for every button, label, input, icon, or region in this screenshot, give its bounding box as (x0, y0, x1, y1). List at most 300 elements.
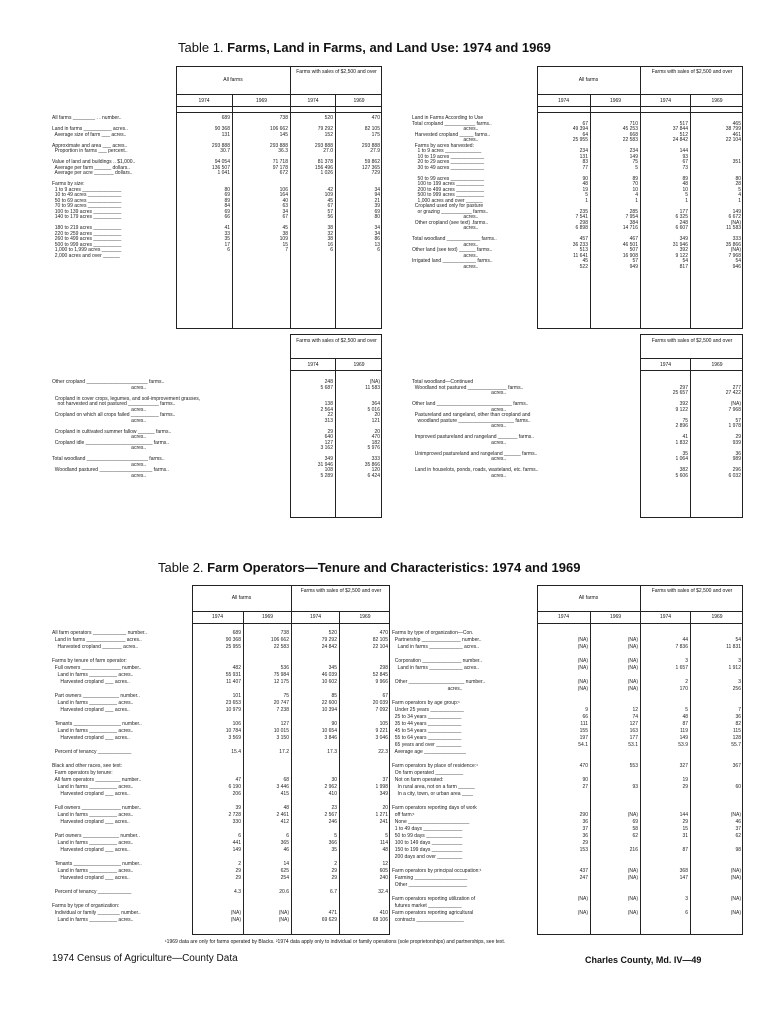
t2-year-1969-s: 1969 (359, 614, 371, 620)
t2-left-sales-1969-row: 12 (382, 861, 388, 867)
t2-left-all-1974-row: 6 190 (228, 784, 241, 790)
t2-right-labels-row: futures market ____________ (392, 903, 462, 909)
t1c-left-1969-row: 35 866 (364, 461, 380, 468)
t2-right-all-1969-row (592, 756, 638, 763)
t1-right-all-1974-row: 19 (582, 186, 588, 193)
t2-right-sales-1969-row: 98 (735, 847, 741, 853)
t2-left-all-1974-row: 15.4 (231, 749, 241, 755)
t2-left-sales-1974-row: 366 (328, 840, 337, 846)
t2-right-all-1969-row (592, 889, 638, 896)
t1-right-sales-1974-row: 24 842 (672, 137, 688, 143)
t2-right-sales-1969-row: 36 (735, 714, 741, 720)
t2-left-sales-1974-row: 17.3 (327, 749, 337, 755)
t1-left-all-1969-row: 71 718 (272, 159, 288, 165)
t1-right-sales-1974-row: 31 946 (672, 241, 688, 248)
t2-left-all-1969-row (245, 651, 289, 658)
t1-right-labels-row: Farms by acres harvested: (412, 142, 474, 149)
t1-right-labels-row: acres.. (412, 214, 479, 220)
t1-right-sales-1969-row: 333 (732, 236, 741, 242)
t2-right-sales-1969-row: 11 831 (726, 644, 741, 650)
t1-right-sales-1974-row: 54 (682, 258, 688, 264)
t2-right-all-1969-row: 62 (632, 833, 638, 839)
t2-left-labels-row: Land in farms __________ acres.. (52, 672, 134, 678)
t2-left-all-1974 (194, 630, 241, 924)
t2-right-labels (392, 630, 485, 924)
t1-left-labels-row: Average per acre _______ dollars.. (52, 170, 133, 176)
t2-right-sales-1974-row: 53.9 (678, 742, 688, 748)
t1-right-sales-1969-row: 4 (738, 192, 741, 198)
t2-right-all-1969-row: (NA) (627, 896, 638, 902)
t2-left-sales-1969-row: 410 (379, 910, 388, 916)
t2-left-all-1969-row (245, 714, 289, 721)
t2-right-all-1974-row: (NA) (577, 658, 588, 664)
t2-right-labels-row: Farming ___________________ (392, 875, 468, 881)
t2-right-sales-1974-row: 7 836 (675, 644, 688, 650)
t1-right-all-1969-row: 949 (629, 263, 638, 270)
t1c-left-1974-row: 138 (324, 401, 333, 407)
t1-left-sales-1974-row: 293 888 (314, 142, 333, 149)
t2-left-all-1974-row: 55 931 (225, 672, 241, 678)
t2-left-all-1974-row (194, 770, 241, 777)
t2-left-labels-row: Harvested cropland _______ acres.. (52, 644, 139, 650)
t2-left-sales-1969-row: 298 (379, 665, 388, 671)
t2-left-sales-1969-row (341, 714, 388, 721)
t2-left-sales-1974-row: 24 842 (321, 644, 337, 650)
t1c-right-labels-row: acres.. (412, 472, 507, 479)
t2-right-sales-1969-row (692, 861, 741, 868)
t2-left-sales-1969-row: 32.4 (378, 889, 388, 895)
t1c-right-1974-row: 41 (682, 434, 688, 440)
t1-left-all-1969-row: 145 (279, 131, 288, 138)
t1-left-sales-1969-row: 80 (374, 214, 380, 220)
t1c-left-labels-row: acres.. (52, 461, 147, 468)
t2-right-all-1969-row: (NA) (627, 637, 638, 643)
t2-right-all-1974-row: 9 (585, 707, 588, 713)
t2-right-sales-1974-row: 31 (682, 833, 688, 839)
t2-right-all-1969-row (592, 749, 638, 756)
t2-left-sales-1969-row: 3 046 (375, 735, 388, 741)
table1-title-text: Farms, Land in Farms, and Land Use: 1974 and 1969 (227, 40, 551, 55)
t2-right-labels-row: Other ____________________ number.. (392, 679, 486, 685)
t2-right-all-1974-row: (NA) (577, 679, 588, 685)
t1c-left-labels-row: Cropland idle ________________________ farms.. (52, 439, 170, 446)
t1-left-labels-row: 1,000 to 1,999 acres _______ (52, 247, 122, 253)
t1c-left-1969-row: (NA) (369, 379, 380, 385)
t1-left-all-1969-row: 36.3 (278, 148, 288, 154)
t1-right-all-1969-row: 57 (632, 258, 638, 264)
t1-right-sales-1969-row: 5 (738, 186, 741, 193)
t1-year-1974-s: 1974 (307, 98, 319, 104)
t2-right-all-1969-row (592, 693, 638, 700)
t2-left-all-1974-row: 29 (235, 868, 241, 874)
t1-left-all-1969-row: 38 (282, 230, 288, 237)
t1-right-labels-row: acres.. (412, 241, 479, 248)
t1-right-labels-row: Other cropland (see text) .farms.. (412, 219, 489, 226)
t1-right-all-1969-row: 668 (629, 131, 638, 138)
t2-left-all-1974-row: 2 728 (228, 812, 241, 818)
t1-left-all-1974-row: 94 054 (214, 159, 230, 165)
t2-right-labels-row (392, 651, 485, 658)
t2r-year-1974-s: 1974 (659, 614, 672, 620)
t1-left-all-1974-row (178, 254, 230, 260)
t1-left-labels-row: 1 to 9 acres ______________ (52, 186, 122, 193)
t2-left-all-1974-row (194, 658, 241, 665)
t2-left-all-1974-row (194, 742, 241, 749)
t2-left-sales-1974-row: 2 962 (324, 784, 337, 790)
t2-left-all-1969-row (245, 826, 289, 833)
t2-left-labels-row: Full owners ______________ number.. (52, 805, 142, 811)
t2-right-labels-row: 65 years and over _________ (392, 742, 462, 748)
t2-right-all-1974-row: 66 (582, 714, 588, 720)
t2-left-sales-1974-row (293, 742, 337, 749)
t1-left-sales-1974-row: 32 (327, 230, 333, 237)
t1-right-all-1974-row: 64 (582, 131, 588, 138)
t1-right-labels-row: Other land (see text) ______ farms.. (412, 247, 493, 253)
t2-right-sales-1974-row: 87 (682, 721, 688, 727)
t1cr-year-1974: 1974 (659, 362, 672, 368)
t1-left-labels-row: All farms ________ . . number.. (52, 115, 122, 121)
t2-right-all-1974-row: (NA) (577, 910, 588, 916)
t2-left-sales-1974-row: 85 (331, 693, 337, 699)
t1-right-sales-1974-row: 512 (679, 131, 688, 138)
t1-right-labels-row: Irrigated land ____________ farms.. (412, 258, 493, 264)
t2-left-sales-1974-row: 471 (328, 910, 337, 916)
t2-right-labels-row: 25 to 34 years ____________ (392, 714, 462, 720)
t2-left-labels-row: Land in farms __________ acres.. (52, 728, 134, 734)
t2-right-sales-1969-row (692, 651, 741, 658)
t1-left-all-1969-row: 109 (279, 236, 288, 242)
t2-right-sales-1974-row (642, 917, 688, 924)
t2-right-labels-row: 35 to 44 years ____________ (392, 721, 462, 727)
t1-left-all-1974-row: 689 (221, 115, 230, 121)
t1-right-sales-1974-row: 517 (679, 120, 688, 127)
t2-left-sales-1974-row: 2 567 (324, 812, 337, 818)
t2-right-labels-row (392, 756, 485, 763)
t2-left-labels-row: Land in farms __________ acres.. (52, 917, 134, 923)
t1-right-sales-1969-row: 351 (732, 159, 741, 165)
t1c-right-labels-row: Improved pastureland and rangeland _______ farms.. (412, 434, 535, 440)
t1-left-sales-1974 (292, 116, 333, 259)
t1-right-all-1969-row: 75 (632, 159, 638, 165)
t2-right-all-1969-row: 177 (629, 735, 638, 741)
t2-left-sales-1969-row: 240 (379, 875, 388, 881)
t2-left-sales-1969-row: 68 106 (372, 917, 388, 923)
t2-left-labels-row: Land in farms ______________ acres.. (52, 637, 142, 643)
t2-year-1974-s: 1974 (309, 614, 322, 620)
t1r-hdr-sales: Farms with sales of $2,500 and over (651, 69, 733, 75)
t2-right-sales-1969-row: 55.7 (731, 742, 741, 748)
t2-left-sales-1969-row: 67 (382, 693, 388, 699)
t2-right-all-1974-row (539, 630, 588, 637)
t2-left-sales-1974-row: 30 (331, 777, 337, 783)
t2-left-all-1974-row (194, 763, 241, 770)
t2-left-sales-1974-row (293, 882, 337, 889)
t1-right-all-1969-row: 149 (629, 153, 638, 160)
t2-left-sales-1969-row: 114 (380, 840, 388, 846)
t1c-left-labels-row: Cropland on which all crops failed __________ farms.. (52, 412, 176, 418)
t2-left-labels-row (52, 742, 147, 749)
t1-left-all-1969-row: 7 (285, 247, 288, 253)
t1-left-all-1969-row: 34 (282, 208, 288, 215)
t1-right-all-1974-row: 6 898 (575, 225, 588, 231)
t1-left-labels-row: Average size of farm ___ acres.. (52, 131, 127, 138)
t1-left-sales-1974-row: 79 292 (317, 126, 333, 132)
t1c-right-labels-row: acres.. (412, 423, 507, 429)
t2r-hdr-sales: Farms with sales of $2,500 and over (651, 588, 733, 594)
t1-left-labels-row: 180 to 219 acres __________ (52, 225, 122, 231)
t2-left-labels-row (52, 756, 147, 763)
t1-right-sales-1969-row: 80 (735, 175, 741, 182)
t1c-right-labels-row: acres.. (412, 456, 507, 462)
t2-left-all-1974-row (194, 854, 241, 861)
t2-right-sales-1974-row: 3 (685, 658, 688, 664)
t2-right-sales-1969-row: (NA) (730, 896, 741, 902)
t1-right-labels-row: Land in Farms According to Use (412, 115, 484, 121)
t1c-left-labels-row: acres.. (52, 384, 147, 391)
t2-right-all-1969-row (592, 882, 638, 889)
t2-right-all-1974-row (539, 798, 588, 805)
t2-right-sales-1974-row: 19 (682, 777, 688, 783)
t2-left-labels-row: All farm operators ____________ number.. (52, 630, 148, 636)
t2-left-sales-1969-row (341, 826, 388, 833)
t1c-right-1974-row: 9 122 (675, 406, 688, 413)
t1-right-sales-1969-row: 1 (738, 197, 741, 204)
t2-left-sales-1969-row (341, 658, 388, 665)
t1-left-all-1969-row: 97 178 (272, 164, 288, 171)
t2-left-all-1969-row: 3 446 (276, 784, 289, 790)
t1-left-all-1974-row: 131 (221, 131, 230, 138)
t1c-right-1969-row: 939 (732, 439, 741, 446)
t1-right-labels-row: 50 to 99 acres ____________ (412, 175, 485, 182)
t1c-left-1969-row: 11 583 (365, 384, 380, 391)
t2-right-sales-1969-row: 3 (738, 679, 741, 685)
t1-left-all-1974-row: 69 (224, 192, 230, 198)
t2-right-all-1969-row: 74 (632, 714, 638, 720)
t2-right-labels-row (392, 861, 485, 868)
t1-right-sales-1974-row: 10 (682, 186, 688, 193)
t2-left-all-1969-row (245, 903, 289, 910)
t2-right-all-1974-row: 470 (579, 763, 588, 769)
t2-right-all-1974-row: 29 (582, 840, 588, 846)
t2-right-all-1974-row (539, 805, 588, 812)
t2-right-labels-row (392, 889, 485, 896)
t1c-right-1969-row: 1 978 (728, 423, 741, 429)
t2-left-all-1969-row: 75 984 (273, 672, 289, 678)
t2-left-all-1974-row: 90 368 (225, 637, 241, 643)
t1-left-all-1969-row: 67 (282, 214, 288, 220)
t2-right-sales-1974-row (642, 756, 688, 763)
t2-right-sales-1969-row (692, 889, 741, 896)
t2-left-sales-1974-row (293, 686, 337, 693)
t1c-left-1974-row: 3 162 (320, 445, 333, 451)
t1-right-sales-1969-row: 38 799 (725, 126, 741, 132)
t2-right-all-1974-row: (NA) (577, 896, 588, 902)
t1-left-labels-row: Value of land and buildings .. $1,000.. (52, 159, 136, 165)
t2-left-all-1974-row: 10 784 (225, 728, 241, 734)
t2-right-all-1969-row: (NA) (627, 686, 638, 692)
t1-right-sales-1969-row: 6 672 (728, 214, 741, 220)
t2-left-sales-1974-row: 5 (334, 833, 337, 839)
t2-right-all-1969-row (592, 917, 638, 924)
t2-right-labels-row: Average age _______________ (392, 749, 466, 755)
t1c-right-labels-row: Other land ___________________________ farms.. (412, 401, 529, 407)
t2-left-labels-row: Harvested cropland ___ acres.. (52, 819, 130, 825)
t1-left-sales-1969-row: 34 (374, 186, 380, 193)
t1-left-sales-1969-row: 293 888 (361, 142, 380, 149)
t2-right-labels-row: Farm operators reporting utilization of (392, 896, 476, 902)
t2-left-sales-1974 (293, 630, 337, 924)
t2-left-sales-1969-row: 48 (382, 847, 388, 853)
t1-left-sales-1974-row: 67 (327, 203, 333, 209)
t2-left-labels-row: Farm operators by tenure: (52, 770, 113, 776)
t1-left-sales-1969-row: 470 (371, 115, 380, 121)
t1-right-sales-1974-row: 392 (679, 247, 688, 253)
t2-left-all-1969-row (245, 854, 289, 861)
t2-right-sales-1969-row: 3 (738, 658, 741, 664)
t1c-left-labels-row: not harvested and not pastured ___________ farms.. (52, 401, 176, 407)
t2-left-all-1969-row: 14 (283, 861, 289, 867)
t2-right-sales-1974-row: 6 (685, 910, 688, 916)
t1-left-all-1974-row: 90 368 (214, 126, 230, 132)
t1-year-1969-a: 1969 (255, 98, 268, 104)
t2-right-labels-row: off farm:¹ (392, 812, 415, 818)
t2-right-sales-1969-row (692, 791, 741, 798)
t2-right-sales-1969-row: 115 (733, 728, 741, 734)
t2-left-sales-1969-row (341, 854, 388, 861)
t2-right-sales-1974-row (642, 630, 688, 637)
t2-right-labels-row: 55 to 64 years ____________ (392, 735, 462, 741)
t1-right-sales-1969-row: 7 968 (728, 252, 741, 259)
t2-right-sales-1969-row: (NA) (730, 868, 741, 874)
t1-left-all-1974-row: 84 (224, 203, 230, 209)
t1-right-labels-row: 200 to 499 acres __________ (412, 186, 485, 193)
t2-left-all-1974-row: 47 (235, 777, 241, 783)
t1c-right-1974 (642, 380, 688, 479)
t2-right-all-1969-row: (NA) (627, 875, 638, 881)
t2-right-sales-1969-row (692, 693, 741, 700)
t1-right-labels-row: 20 to 29 acres ____________ (412, 159, 485, 165)
t2-right-all-1969-row: 69 (632, 819, 638, 825)
t1c-left-1974-row: 2 564 (320, 406, 333, 413)
t2-right-sales-1969-row (692, 805, 741, 812)
t2-right-labels-row: acres.. (392, 686, 463, 692)
t2-left-sales-1974-row (293, 658, 337, 665)
t1-right-all-1969-row: 10 (632, 186, 638, 193)
t2-left-labels-row: Land in farms __________ acres.. (52, 784, 134, 790)
t1c-right-labels-row: Woodland not pastured ______________ farms.. (412, 384, 524, 391)
t1-left-all-1974-row: 89 (224, 197, 230, 204)
t1c-left-1969-row: 121 (371, 417, 380, 424)
t2-left-all-1969-row: 625 (280, 868, 289, 874)
t1c-right-1969 (692, 380, 741, 479)
t1-left-all-1969-row: 164 (279, 192, 288, 198)
t2-right-all-1969-row: 12 (632, 707, 638, 713)
t2-left-labels-row: Percent of tenancy ____________ (52, 889, 132, 895)
t2-left-sales-1974-row: 10 602 (321, 679, 337, 685)
t2-left-all-1969-row: 738 (280, 630, 289, 636)
t2-right-all-1969-row: 127 (629, 721, 638, 727)
t1-right-labels-row: 1,000 acres and over ______ (412, 197, 483, 204)
t2-right-sales-1974-row: 2 (685, 679, 688, 685)
t1c-right-1969-row: 27 422 (725, 390, 741, 396)
t1-right-sales-1974-row: 5 (685, 192, 688, 198)
t1c-left-labels-row: acres.. (52, 434, 147, 440)
t2-left-all-1974-row: 2 (238, 861, 241, 867)
t2-left-sales-1969-row: 470 (379, 630, 388, 636)
t2-left-sales-1974-row: 246 (328, 819, 337, 825)
t2-right-all-1974-row (539, 693, 588, 700)
t2-right-sales-1974-row (642, 854, 688, 861)
t2-left-sales-1974-row: 22 600 (321, 700, 337, 706)
t2-right-all-1974-row (539, 882, 588, 889)
t2-left-labels-row: Harvested cropland ___ acres.. (52, 847, 130, 853)
t2-left-all-1969-row: 75 (283, 693, 289, 699)
t2-right-sales-1974-row: 368 (679, 868, 688, 874)
t2-right-all-1974-row: 290 (579, 812, 588, 818)
t2-left-labels-row: Land in farms __________ acres.. (52, 700, 134, 706)
t2-right-sales-1969-row: (NA) (730, 812, 741, 818)
t1-left-all-1974-row: 30.7 (220, 148, 230, 154)
t1-year-1974-a: 1974 (198, 98, 210, 104)
t1-right-labels-row: or grazing ___________ farms.. (412, 208, 489, 215)
t2r-hdr-all-farms: All farms (578, 595, 599, 601)
t1-right-all-1974-row: 90 (582, 175, 588, 182)
t2-right-labels-row: In rural area, not on a farm ______ (392, 784, 475, 790)
t1-left-all-1969-row: 106 662 (269, 126, 288, 132)
t2-right-sales-1969-row (692, 798, 741, 805)
t2-right-all-1969-row: 216 (629, 847, 638, 853)
t2-right-labels-row: On farm operated __________ (392, 770, 464, 776)
t2-right-all-1969-row (592, 651, 638, 658)
t1-right-sales-1974-row: 144 (679, 148, 688, 154)
t1-right-labels-row: Total woodland ____________ farms.. (412, 236, 497, 242)
t2-right-labels-row: contracts _________________ (392, 917, 464, 923)
t2-right-all-1974-row (539, 749, 588, 756)
t1-left-labels-row: 50 to 69 acres ____________ (52, 197, 122, 204)
t1c-left-1969-row: 333 (371, 456, 380, 462)
t1c-right-1974-row: 1 832 (675, 439, 688, 446)
t1-left-labels-row: Farms by size: (52, 181, 85, 187)
t2-left-sales-1969-row: 22 104 (372, 644, 388, 650)
t2-left-all-1969-row: 3 150 (276, 735, 289, 741)
t2-right-sales-1974-row (642, 791, 688, 798)
t2-right-labels-row: Farm operators by place of residence:¹ (392, 763, 478, 769)
t1-right-labels-row: 10 to 19 acres ____________ (412, 153, 485, 160)
t2-left-all-1974-row: 441 (232, 840, 241, 846)
t2-right-sales-1974-row (642, 672, 688, 679)
t1-right-labels-row: acres.. (412, 252, 479, 259)
t1-left-all-1969-row: 15 (282, 241, 288, 248)
t1-right-all-1974-row: 7 541 (575, 214, 588, 220)
t1-left-labels-row: Land in farms __________ acres.. (52, 126, 128, 132)
t1-right-all-1974-row: 25 955 (572, 137, 588, 143)
t2-left-labels-row (52, 826, 147, 833)
t2-right-sales-1974-row: 48 (682, 714, 688, 720)
t1-left-labels-row: 500 to 999 acres __________ (52, 241, 122, 248)
t1-right-sales-1969-row: 461 (732, 131, 741, 138)
t1c-right-labels-row: Pastureland and rangeland, other than cropland and (412, 412, 531, 418)
t1c-right-labels-row: acres.. (412, 439, 507, 446)
t1-right-all-1969-row: 5 (635, 164, 638, 171)
t1-right-all-1969-row: 7 954 (625, 214, 638, 220)
t2-right-all-1969-row: 53.1 (628, 742, 638, 748)
t2-left-all-1974-row: 25 955 (225, 644, 241, 650)
t2-left-all-1969-row: 22 583 (273, 644, 289, 650)
t2-right-sales-1969-row: 256 (732, 686, 741, 692)
t2-right-labels-row: 150 to 199 days ___________ (392, 847, 463, 853)
t2-right-all-1969-row (592, 630, 638, 637)
t1-right-sales-1969-row: (NA) (730, 219, 741, 226)
